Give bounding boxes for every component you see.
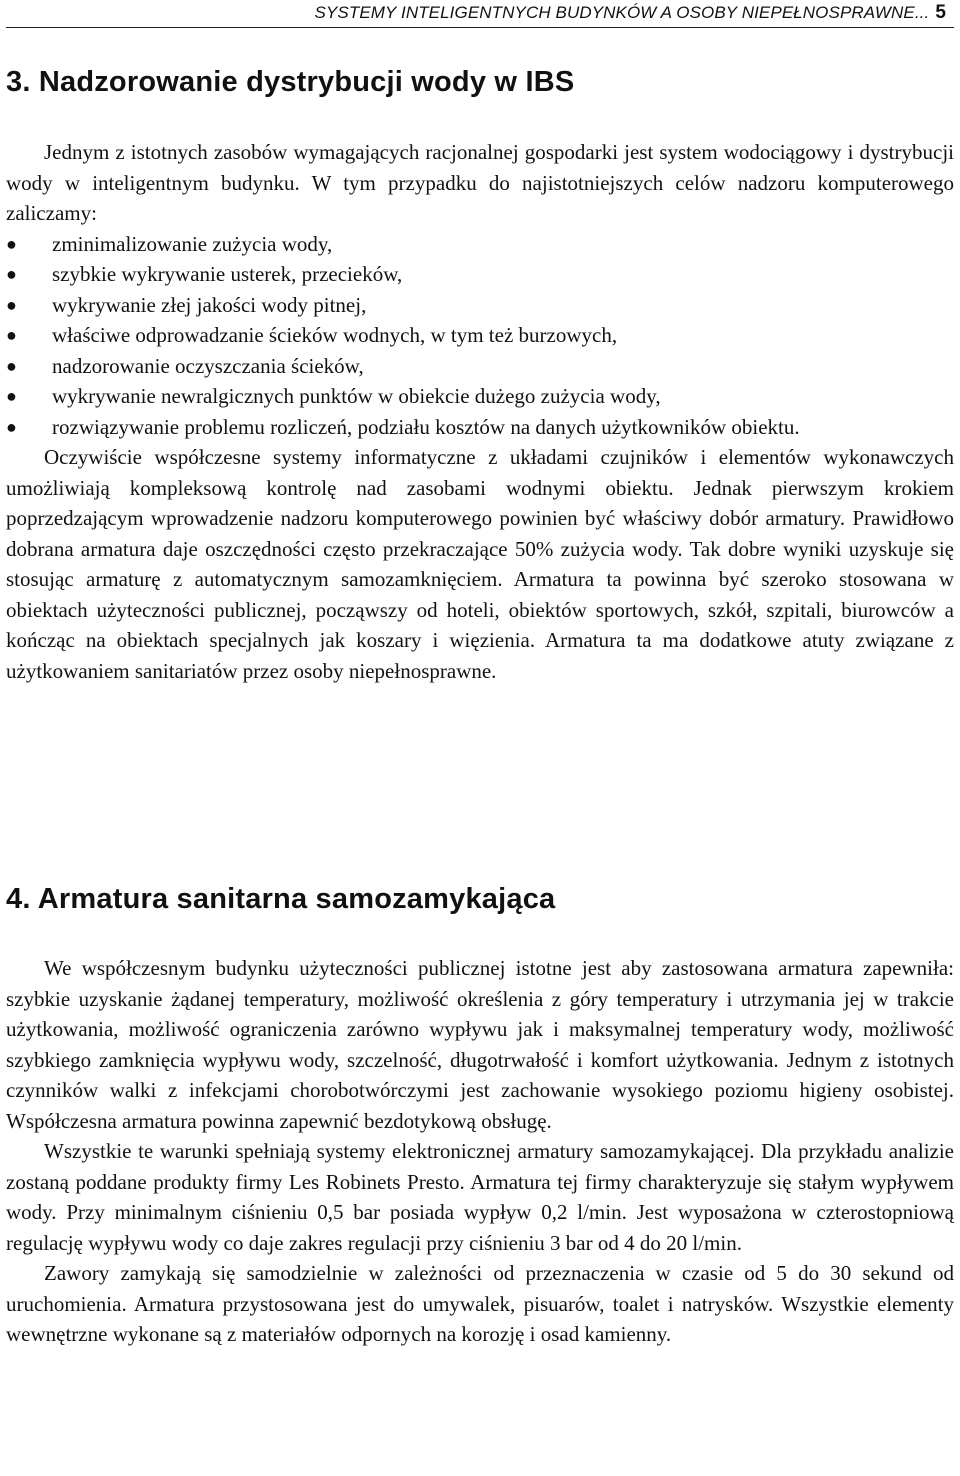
- header-rule: [6, 27, 954, 28]
- section-3-paragraph: Oczywiście współczesne systemy informatyczne z układami czujników i elementów wykonawczych umożliwiają kompleksową kontrolę nad zasobami wodnymi obiektu. Jednak pierwszym krokiem poprzedzającym wprowadzenie nadzoru komputerowego powinien być właściwy dobór armatury. Prawidłowo dobrana armatura daje oszczędności często przekraczające 50% zużycia wody. Tak dobre wyniki uzyskuje się stosując armaturę z automatycznym samozamknięciem. Armatura ta powinna być szeroko stosowana w obiektach użyteczności publicznej, począwszy od hoteli, obiektów sportowych, szkół, szpitali, biurowców a kończąc na obiektach specjalnych jak koszary i więzienia. Armatura ta ma dodatkowe atuty związane z użytkowaniem sanitariatów przez osoby niepełnosprawne.: [6, 445, 954, 683]
- section-4-paragraph-2: Wszystkie te warunki spełniają systemy elektronicznej armatury samozamykającej. Dla przykładu analizie zostaną poddane produkty firmy Les Robinets Presto. Armatura tej firmy charakteryzuje się stałym wypływem wody. Przy minimalnym ciśnieniu 0,5 bar posiada wypływ 0,2 l/min. Jest wyposażona w czterostopniową regulację wypływu wody co daje zakres regulacji przy ciśnieniu 3 bar od 4 do 20 l/min.: [6, 1139, 954, 1255]
- list-item: [6, 412, 954, 443]
- list-item-text: wykrywanie newralgicznych punktów w obiekcie dużego zużycia wody,: [52, 384, 661, 408]
- list-item-text: nadzorowanie oczyszczania ścieków,: [52, 353, 364, 378]
- section-4-paragraph-1: We współczesnym budynku użyteczności publicznej istotne jest aby zastosowana armatura zapewniła: szybkie uzyskanie żądanej temperatury, możliwość określenia z góry temperatury i utrzymania jej w trakcie użytkowania, możliwość ograniczenia zarówno wypływu jak i maksymalnej temperatury wody, możliwość szybkiego zamknięcia wypływu wody, szczelność, długotrwałość i komfort użytkowania. Jednym z istotnych czynników walki z infekcjami chorobotwórczymi jest zachowanie wysokiego poziomu higieny osobistej. Współczesna armatura powinna zapewnić bezdotykową obsługę.: [6, 956, 954, 1133]
- list-item: [6, 229, 954, 260]
- bullet-icon: ●: [6, 355, 17, 376]
- bullet-icon: ●: [6, 264, 17, 284]
- list-item-text: szybkie wykrywanie usterek, przecieków,: [52, 262, 403, 286]
- list-item-text: wykrywanie złej jakości wody pitnej,: [52, 292, 367, 317]
- bullet-icon: ●: [6, 294, 17, 315]
- list-item-text: rozwiązywanie problemu rozliczeń, podziału kosztów na danych użytkowników obiektu.: [52, 414, 800, 439]
- section-3-intro: Jednym z istotnych zasobów wymagających racjonalnej gospodarki jest system wodociągowy i dystrybucji wody w inteligentnym budynku. W tym przypadku do najistotniejszych celów nadzoru komputerowego zaliczamy:: [6, 140, 954, 225]
- section-3-heading: 3. Nadzorowanie dystrybucji wody w IBS: [6, 66, 575, 98]
- section-4-body: [6, 953, 954, 1350]
- bullet-icon: ●: [6, 325, 17, 345]
- section-3-body: [6, 137, 954, 686]
- list-item: [6, 320, 954, 351]
- page-number: 5: [935, 2, 946, 23]
- bullet-icon: ●: [6, 386, 17, 406]
- list-item: [6, 351, 954, 382]
- running-header: [315, 2, 946, 24]
- section-4-heading: 4. Armatura sanitarna samozamykająca: [6, 883, 556, 915]
- list-item: [6, 259, 954, 290]
- running-title: SYSTEMY INTELIGENTNYCH BUDYNKÓW A OSOBY NIEPEŁNOSPRAWNE...: [314, 3, 930, 22]
- goals-list: [6, 229, 954, 443]
- list-item: [6, 290, 954, 321]
- bullet-icon: ●: [6, 416, 17, 437]
- list-item-text: zminimalizowanie zużycia wody,: [52, 231, 333, 256]
- section-4-paragraph-3: Zawory zamykają się samodzielnie w zależności od przeznaczenia w czasie od 5 do 30 sekund od uruchomienia. Armatura przystosowana jest do umywalek, pisuarów, toalet i natrysków. Wszystkie elementy wewnętrzne wykonane są z materiałów odpornych na korozję i osad kamienny.: [6, 1261, 954, 1346]
- list-item-text: właściwe odprowadzanie ścieków wodnych, w tym też burzowych,: [52, 323, 618, 347]
- list-item: [6, 381, 954, 412]
- bullet-icon: ●: [6, 233, 17, 254]
